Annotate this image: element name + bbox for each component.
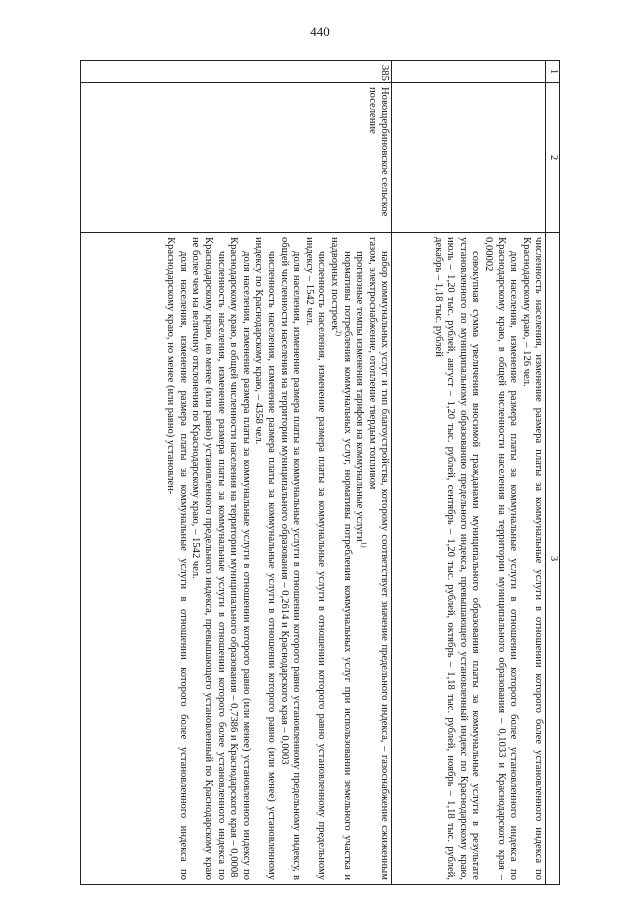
row-385-text-cell [81, 233, 392, 885]
header-col-1: 1 [546, 61, 560, 83]
table-row-385 [81, 61, 392, 885]
r385-line-4: численность населения, изменение размера платы за коммунальные услуги в отношении которого равно установленному предельному индексу – 1542 чел. [303, 237, 328, 880]
cont-line-2: доля населения, изменение размера платы за коммунальные услуги в отношении которого более установленного индекса по Краснодарскому краю, в общей численности населения на территории муниципального образования – 0,1033 и Краснодарского края – 0,00002 [483, 237, 520, 880]
table-header-row [546, 61, 560, 885]
row-number: 385 [81, 61, 392, 83]
r385-line-9: доля населения, изменение размера платы за коммунальные услуги в отношении которого более установленного индекса по Краснодарскому краю, но менее (или равно) установлен- [165, 237, 189, 880]
cont-text-cell [392, 233, 546, 885]
footnote-1: 1) [359, 541, 368, 548]
municipality-name: Новощербиновское сельское поселение [81, 83, 392, 233]
data-table [80, 60, 560, 885]
r385-line-3: нормативы потребления коммунальных услуг, нормативы потребления коммунальных услуг при использовании земельного участка и надворных построек$^{2)}$ [329, 237, 353, 880]
r385-line-6: численность населения, изменение размера платы за коммунальные услуги в отношении которого равно (или менее) установленному индексу по Краснодарскому краю, – 4358 чел. [253, 237, 278, 880]
cont-line-1: численность населения, изменение размера платы за коммунальные услуги в отношении которого более установленного индекса по Краснодарскому краю, – 126 чел. [520, 237, 545, 880]
r385-line-2: прогнозные темпы изменения тарифов на коммунальные услуги$^{1)}$ [354, 251, 368, 548]
page-number: 440 [310, 24, 330, 39]
cont-name-cell [392, 83, 546, 233]
r385-line-5: доля населения, изменение размера платы за коммунальные услуги в отношении которого равно установленному предельному индексу, в общей численности населения на территории муниципального образования – 0,2614 и Краснодарского края – 0,0003 [278, 237, 303, 880]
r385-line-1: набор коммунальных услуг и тип благоустройства, которому соответствует значение предельного индекса, – газоснабжение сжиженным газом, электроснабжение, отопление твердым топливом [366, 237, 391, 880]
footnote-2: 2) [334, 330, 343, 337]
cont-line-3: совокупная сумма увеличения вносимой гражданами муниципального образования платы за коммунальные услуги в результате установленного по муниципальному образованию предельного индекса, превышающего установленный индекс по Краснодарскому краю, июль – 1,20 тыс. рублей, август – 1,20 тыс. рублей, сентябрь – 1,20 тыс. рублей, октябрь – 1,18 тыс. рублей, ноябрь – 1,18 тыс. рублей, декабрь – 1,18 тыс. рублей [432, 237, 482, 880]
rotated-table-wrapper [80, 60, 560, 885]
header-col-2: 2 [546, 83, 560, 233]
header-col-3: 3 [546, 233, 560, 885]
cont-num-cell [392, 61, 546, 83]
r385-line-8: численность населения, изменение размера платы за коммунальные услуги в отношении которого более установленного индекса по Краснодарскому краю, но менее (или равно) установленного предельного индекса, превышающего установленный по Краснодарскому краю не более чем на величину отклонения по Краснодарскому краю, – 1542 чел. [190, 237, 227, 880]
r385-line-7: доля населения, изменение размера платы за коммунальные услуги в отношении которого равно (или менее) установленного индексу по Краснодарскому краю, в общей численности населения на территории муниципального образования – 0,7386 и Краснодарского края – 0,0008 [228, 237, 252, 880]
table-row-continuation [392, 61, 546, 885]
